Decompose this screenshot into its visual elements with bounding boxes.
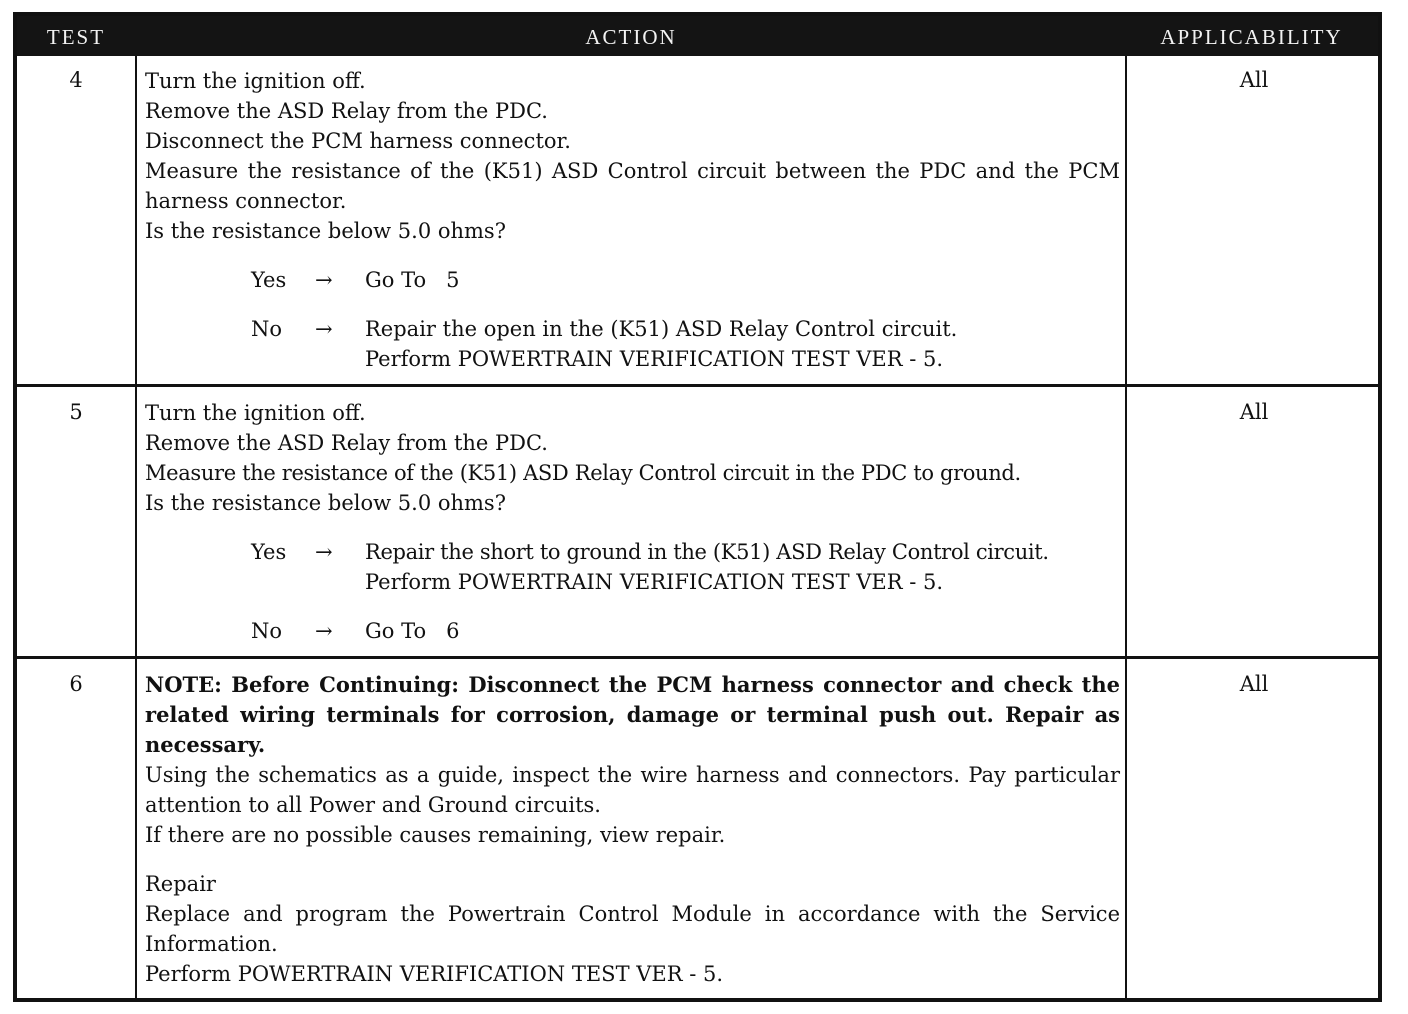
action-cell <box>145 66 1120 374</box>
action-line: Is the resistance below 5.0 ohms? <box>145 219 506 243</box>
repair-line: Perform POWERTRAIN VERIFICATION TEST VER - 5. <box>145 962 724 986</box>
header-test: TEST <box>46 25 106 49</box>
row-divider <box>17 656 1378 659</box>
table-header <box>17 16 1378 56</box>
no-option: No → Repair the open in the (K51) ASD Relay Control circuit. Perform POWERTRAIN VERIFICATION TEST VER - 5. <box>145 314 1120 374</box>
row-divider <box>17 384 1378 387</box>
action-line: If there are no possible causes remaining, view repair. <box>145 823 726 847</box>
action-line: Using the schematics as a guide, inspect the wire harness and connectors. Pay particular attention to all Power and Ground circuits. <box>145 763 1120 817</box>
action-line: Turn the ignition off. <box>145 69 366 93</box>
diagnostic-table <box>13 12 1382 1002</box>
header-applicability: APPLICABILITY <box>1160 25 1343 49</box>
applicability-value: All <box>1239 400 1269 424</box>
applicability-value: All <box>1239 672 1269 696</box>
column-divider <box>1125 56 1127 998</box>
header-action: ACTION <box>585 25 677 49</box>
note-text: NOTE: Before Continuing: Disconnect the PCM harness connector and check the related wiring terminals for corrosion, damage or terminal push out. Repair as necessary. <box>145 672 1120 757</box>
test-number: 6 <box>69 672 83 696</box>
yes-option: Yes → Repair the short to ground in the (K51) ASD Relay Control circuit. Perform POWERTRAIN VERIFICATION TEST VER - 5. <box>145 537 1120 597</box>
test-number: 4 <box>69 68 83 92</box>
arrow-icon: → <box>315 317 333 341</box>
column-divider <box>135 56 137 998</box>
action-cell <box>145 398 1120 646</box>
arrow-icon: → <box>315 268 333 292</box>
arrow-icon: → <box>315 619 333 643</box>
action-line: Remove the ASD Relay from the PDC. <box>145 99 548 123</box>
test-number: 5 <box>69 400 83 424</box>
no-option: No → Go To 6 <box>145 616 1120 646</box>
repair-label: Repair <box>145 872 216 896</box>
yes-option: Yes → Go To 5 <box>145 265 1120 295</box>
action-line: Remove the ASD Relay from the PDC. <box>145 431 548 455</box>
action-line: Measure the resistance of the (K51) ASD Relay Control circuit in the PDC to ground. <box>145 461 1021 485</box>
action-cell <box>145 670 1120 989</box>
action-line: Is the resistance below 5.0 ohms? <box>145 491 506 515</box>
repair-line: Replace and program the Powertrain Control Module in accordance with the Service Information. <box>145 902 1120 956</box>
action-line: Measure the resistance of the (K51) ASD Control circuit between the PDC and the PCM harness connector. <box>145 159 1120 213</box>
action-line: Disconnect the PCM harness connector. <box>145 129 571 153</box>
action-line: Turn the ignition off. <box>145 401 366 425</box>
arrow-icon: → <box>315 540 333 564</box>
applicability-value: All <box>1239 68 1269 92</box>
